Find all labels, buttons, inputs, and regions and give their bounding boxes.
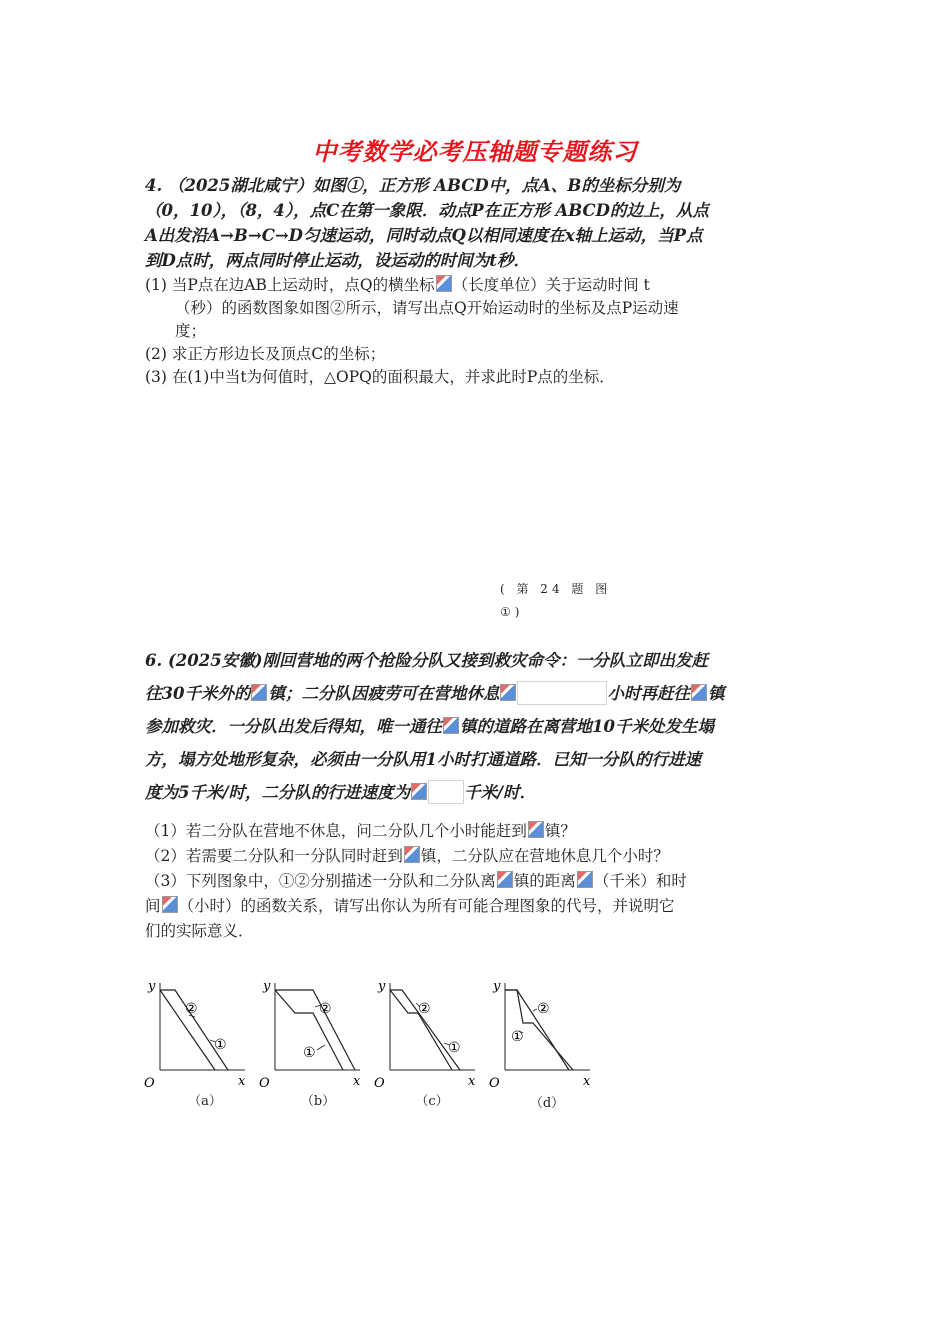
q6-sub3-cont: [145, 894, 810, 919]
graph-caption: （c）: [415, 1094, 449, 1109]
q4-sub3: (3) 在(1)中当t为何值时，△OPQ的面积最大，并求此时P点的坐标．: [145, 368, 615, 386]
y-axis-label: y: [148, 979, 156, 994]
graph-a: [140, 975, 250, 1090]
formula-image-icon: [251, 684, 267, 701]
series-1-label: ①: [303, 1045, 316, 1061]
text: 度为5千米/时，二分队的行进速度为: [145, 783, 411, 802]
graph-c: [370, 975, 480, 1090]
graph-caption: （d）: [529, 1096, 565, 1111]
formula-image-icon: [500, 684, 516, 701]
text: 镇？: [544, 822, 576, 840]
series-2-label: ②: [537, 1001, 550, 1017]
figure-caption: ①): [500, 605, 524, 619]
series-2-label: ②: [418, 1001, 431, 1017]
formula-image-icon: [577, 871, 593, 888]
formula-image-icon: [691, 684, 707, 701]
series-1-leader: [317, 1045, 325, 1050]
formula-image-icon: [436, 275, 452, 292]
page-title: 中考数学必考压轴题专题练习: [312, 137, 638, 166]
x-axis-label: x: [238, 1074, 246, 1089]
text: （长度单位）关于运动时间 t: [452, 276, 650, 294]
formula-image-icon: [162, 896, 178, 913]
q4-line: 到D点时，两点同时停止运动，设运动的时间为t秒．: [145, 251, 530, 270]
text: 千米/时．: [464, 783, 537, 802]
q4-line: （0，10），（8，4），点C在第一象限．动点P在正方形 ABCD的边上，从点: [145, 201, 709, 220]
figure-caption: ( 第 24 题 图: [500, 582, 612, 596]
q6-line: [145, 677, 810, 710]
y-axis-label: y: [263, 979, 271, 994]
series-1-label: ①: [448, 1040, 461, 1056]
text: 往30千米外的: [145, 684, 251, 703]
formula-image-icon: [443, 717, 459, 734]
text: （千米）和时: [593, 872, 687, 890]
origin-label: O: [259, 1076, 270, 1090]
text: 镇；二分队因疲劳可在营地休息: [268, 684, 500, 703]
graph-b: [255, 975, 365, 1090]
x-axis-label: x: [353, 1074, 361, 1089]
text: 镇的距离: [513, 872, 576, 890]
x-axis-label: x: [468, 1074, 476, 1089]
q4-sub2: (2) 求正方形边长及顶点C的坐标；: [145, 345, 386, 363]
question-4-stem: [145, 173, 810, 273]
text: （1）若二分队在营地不休息，问二分队几个小时能赶到: [145, 822, 527, 840]
series-2-label: ②: [319, 1001, 332, 1017]
origin-label: O: [144, 1076, 155, 1090]
answer-box: [428, 780, 464, 804]
q4-sub1-cont: （秒）的函数图象如图②所示，请写出点Q开始运动时的坐标及点P运动速: [175, 299, 679, 317]
y-axis-label: y: [493, 979, 501, 994]
formula-image-icon: [404, 846, 420, 863]
origin-label: O: [489, 1076, 500, 1090]
q6-sub2: [145, 844, 810, 869]
series-1-label: ①: [214, 1037, 227, 1053]
text: 镇的道路在离营地10千米处发生塌: [460, 717, 714, 736]
text: （小时）的函数关系，请写出你认为所有可能合理图象的代号，并说明它: [178, 897, 675, 915]
text: 间: [145, 897, 161, 915]
formula-image-icon: [497, 871, 513, 888]
q4-line: 4. （2025湖北咸宁）如图①，正方形 ABCD中，点A、B的坐标分别为: [145, 176, 681, 195]
q4-sub1: [145, 274, 810, 297]
text: 参加救灾．一分队出发后得知，唯一通往: [145, 717, 442, 736]
q6-line: [145, 710, 810, 743]
q4-sub1-cont: 度；: [175, 322, 207, 340]
q4-line: A出发沿A→B→C→D匀速运动，同时动点Q以相同速度在x轴上运动，当P点: [145, 226, 703, 245]
x-axis-label: x: [583, 1074, 591, 1089]
question-6-stem: [145, 644, 810, 809]
q6-line: [145, 776, 810, 809]
graph-d: [485, 975, 595, 1090]
graph-caption: （b）: [300, 1094, 336, 1109]
series-1-label: ①: [511, 1029, 524, 1045]
formula-image-icon: [411, 783, 427, 800]
text: 镇，二分队应在营地休息几个小时？: [420, 847, 669, 865]
q6-sub3: [145, 869, 810, 894]
series-2-label: ②: [185, 1001, 198, 1017]
question-6-subquestions: [145, 819, 810, 944]
q6-line: 方，塌方处地形复杂，必须由一分队用1小时打通道路．已知一分队的行进速: [145, 750, 701, 769]
q6-sub1: [145, 819, 810, 844]
graph-caption: （a）: [188, 1094, 222, 1109]
answer-box: [517, 681, 607, 705]
q6-line: 6. (2025安徽)刚回营地的两个抢险分队又接到救灾命令：一分队立即出发赶: [145, 651, 709, 670]
y-axis-label: y: [378, 979, 386, 994]
formula-image-icon: [528, 821, 544, 838]
text: 镇: [707, 684, 725, 703]
text: (1) 当P点在边AB上运动时，点Q的横坐标: [145, 276, 435, 294]
q6-sub3-cont: 们的实际意义．: [145, 922, 254, 940]
origin-label: O: [374, 1076, 385, 1090]
text: （3）下列图象中，①②分别描述一分队和二分队离: [145, 872, 496, 890]
question-4-subquestions: [145, 274, 810, 389]
text: （2）若需要二分队和一分队同时赶到: [145, 847, 403, 865]
text: 小时再赶往: [607, 684, 690, 703]
